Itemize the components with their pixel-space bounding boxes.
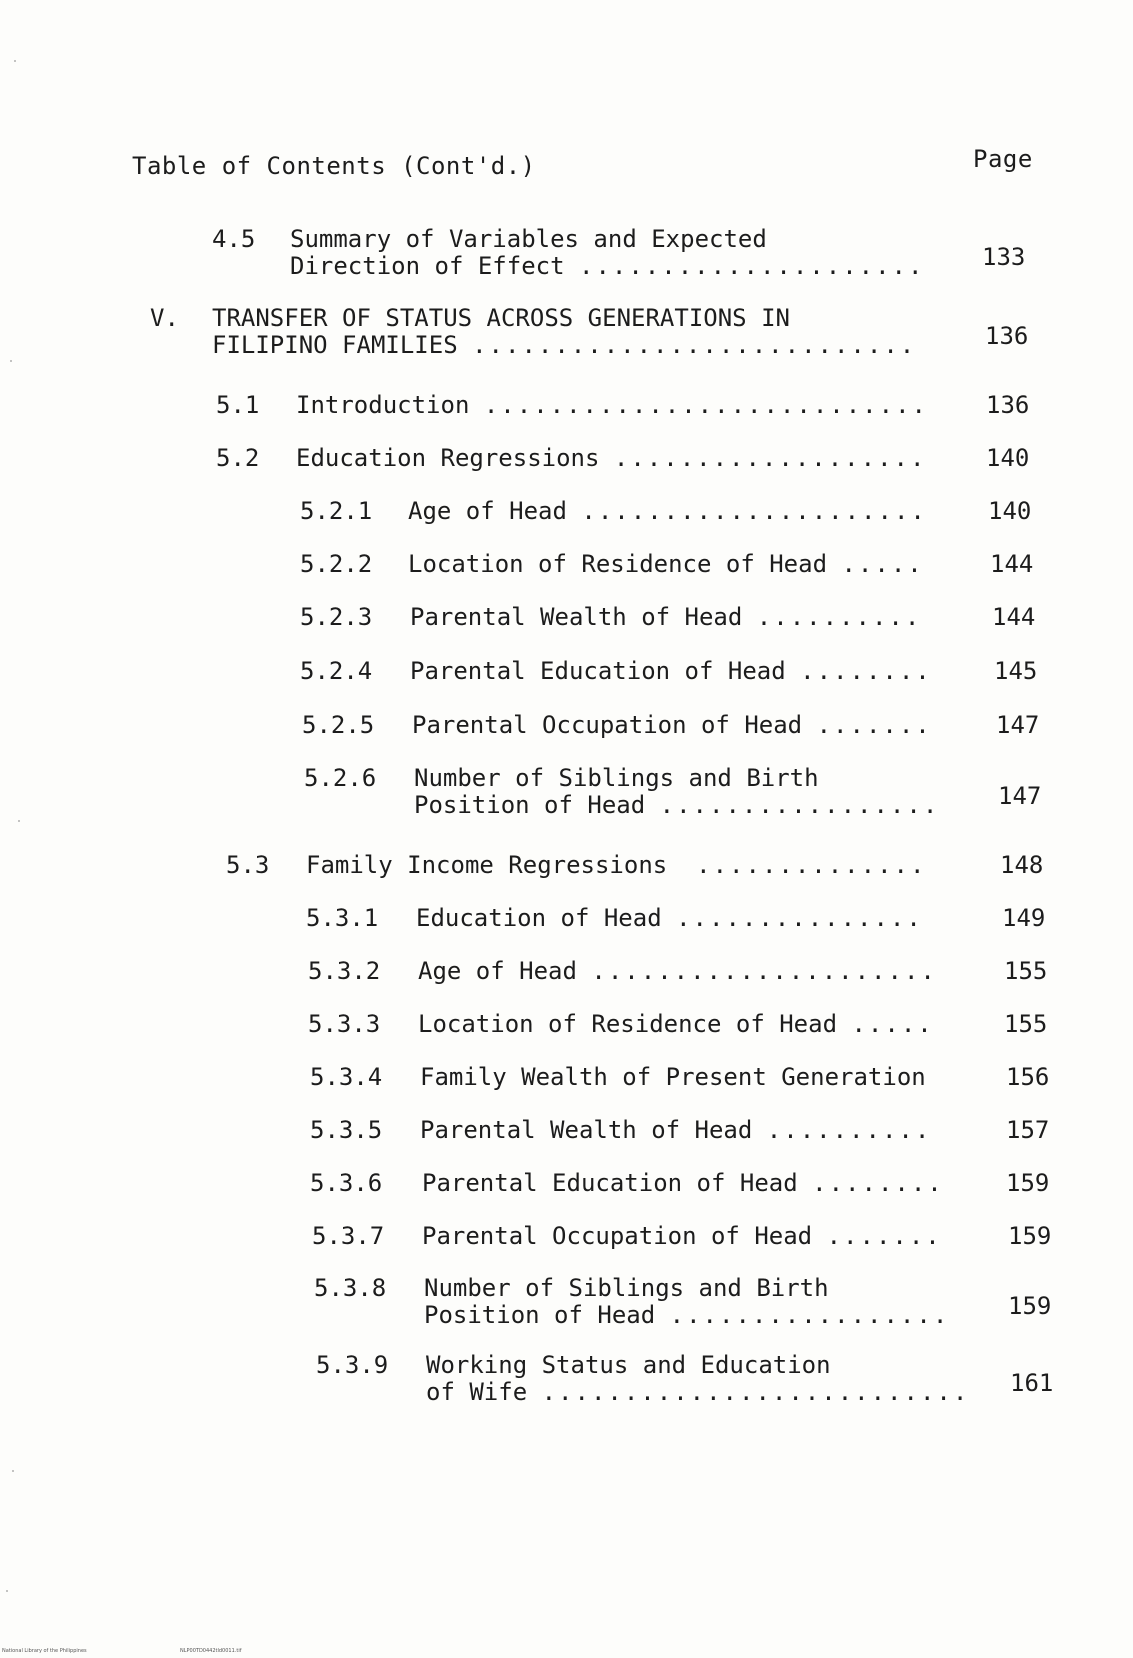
entry-title: Working Status and Education of Wife .......................... (426, 1351, 970, 1406)
toc-entry-5-3-8 (314, 1275, 1064, 1335)
toc-entry-5-2-1 (300, 498, 1050, 528)
toc-entry-5-2-4 (300, 658, 1050, 688)
page-column-label: Page (973, 145, 1033, 173)
entry-page: 157 (1006, 1116, 1050, 1144)
entry-title: Number of Siblings and Birth Position of Head ................. (424, 1274, 950, 1329)
library-credit: National Library of the Philippines (2, 1648, 87, 1654)
entry-number: 4.5 (212, 225, 256, 253)
entry-page: 147 (998, 782, 1042, 810)
entry-title: Education of Head ............... (416, 904, 923, 932)
toc-entry-5-3-6 (310, 1170, 1060, 1200)
entry-number: 5.3 (226, 851, 270, 879)
entry-page: 140 (986, 444, 1030, 472)
entry-page: 133 (982, 243, 1026, 271)
entry-page: 147 (996, 711, 1040, 739)
entry-page: 136 (986, 391, 1030, 419)
toc-chapter-v (150, 305, 1040, 365)
entry-number: 5.3.4 (310, 1063, 383, 1091)
entry-title: Age of Head ..................... (408, 497, 927, 525)
toc-entry-5-3-4 (310, 1064, 1060, 1094)
toc-entry-5-3-1 (306, 905, 1056, 935)
entry-number: 5.3.9 (316, 1351, 389, 1379)
scan-speck (14, 60, 16, 62)
entry-page: 155 (1004, 957, 1048, 985)
entry-page: 144 (990, 550, 1034, 578)
toc-entry-5-2-2 (300, 551, 1050, 581)
toc-entry-5-3-3 (308, 1011, 1058, 1041)
toc-heading: Table of Contents (Cont'd.) (132, 152, 536, 180)
entry-page: 155 (1004, 1010, 1048, 1038)
entry-number: 5.2.3 (300, 603, 373, 631)
scan-speck (18, 820, 20, 822)
toc-entry-5-3 (226, 852, 1056, 882)
toc-entry-5-2-6 (304, 765, 1054, 825)
entry-number: 5.2 (216, 444, 260, 472)
entry-title: Family Income Regressions .............. (306, 851, 927, 879)
entry-title: Age of Head ..................... (418, 957, 937, 985)
entry-number: 5.3.6 (310, 1169, 383, 1197)
entry-number: 5.2.2 (300, 550, 373, 578)
entry-number: 5.2.6 (304, 764, 377, 792)
entry-page: 148 (1000, 851, 1044, 879)
entry-title: Parental Occupation of Head ....... (422, 1222, 942, 1250)
entry-title: Parental Occupation of Head ....... (412, 711, 932, 739)
entry-title: Family Wealth of Present Generation (420, 1063, 926, 1091)
chapter-title: TRANSFER OF STATUS ACROSS GENERATIONS IN FILIPINO FAMILIES ........................... (212, 304, 917, 359)
entry-page: 159 (1008, 1222, 1052, 1250)
toc-entry-5-3-5 (310, 1117, 1060, 1147)
entry-number: 5.3.8 (314, 1274, 387, 1302)
entry-page: 156 (1006, 1063, 1050, 1091)
entry-title: Parental Wealth of Head .......... (410, 603, 922, 631)
entry-title: Summary of Variables and Expected Direction of Effect ..................... (290, 225, 925, 280)
image-identifier: NLP00TD0442tld0011.tif (180, 1648, 242, 1654)
entry-title: Location of Residence of Head ..... (418, 1010, 934, 1038)
chapter-page: 136 (985, 322, 1029, 350)
entry-page: 145 (994, 657, 1038, 685)
toc-entry-5-1 (216, 392, 1046, 422)
entry-title: Location of Residence of Head ..... (408, 550, 924, 578)
entry-number: 5.3.2 (308, 957, 381, 985)
toc-entry-5-3-7 (312, 1223, 1062, 1253)
entry-title: Introduction ........................... (296, 391, 928, 419)
scan-speck (10, 360, 12, 362)
entry-page: 140 (988, 497, 1032, 525)
toc-entry-5-3-2 (308, 958, 1058, 988)
entry-title: Parental Education of Head ........ (422, 1169, 944, 1197)
entry-page: 144 (992, 603, 1036, 631)
entry-title: Parental Education of Head ........ (410, 657, 932, 685)
scan-speck (12, 1470, 14, 1472)
entry-number: 5.1 (216, 391, 260, 419)
entry-number: 5.3.7 (312, 1222, 385, 1250)
entry-title: Number of Siblings and Birth Position of Head ................. (414, 764, 940, 819)
chapter-number: V. (150, 304, 179, 332)
entry-page: 159 (1008, 1292, 1052, 1320)
toc-entry-5-2-3 (300, 604, 1050, 634)
entry-page: 161 (1010, 1369, 1054, 1397)
toc-entry-5-3-9 (316, 1352, 1066, 1412)
entry-title: Education Regressions ................... (296, 444, 927, 472)
entry-page: 149 (1002, 904, 1046, 932)
entry-page: 159 (1006, 1169, 1050, 1197)
entry-number: 5.2.1 (300, 497, 373, 525)
entry-number: 5.3.1 (306, 904, 379, 932)
entry-title: Parental Wealth of Head .......... (420, 1116, 932, 1144)
entry-number: 5.2.4 (300, 657, 373, 685)
entry-number: 5.2.5 (302, 711, 375, 739)
entry-number: 5.3.5 (310, 1116, 383, 1144)
toc-entry-5-2-5 (302, 712, 1052, 742)
entry-number: 5.3.3 (308, 1010, 381, 1038)
toc-entry-5-2 (216, 445, 1046, 475)
toc-entry-4-5 (212, 226, 1042, 286)
scan-speck (6, 1590, 8, 1592)
